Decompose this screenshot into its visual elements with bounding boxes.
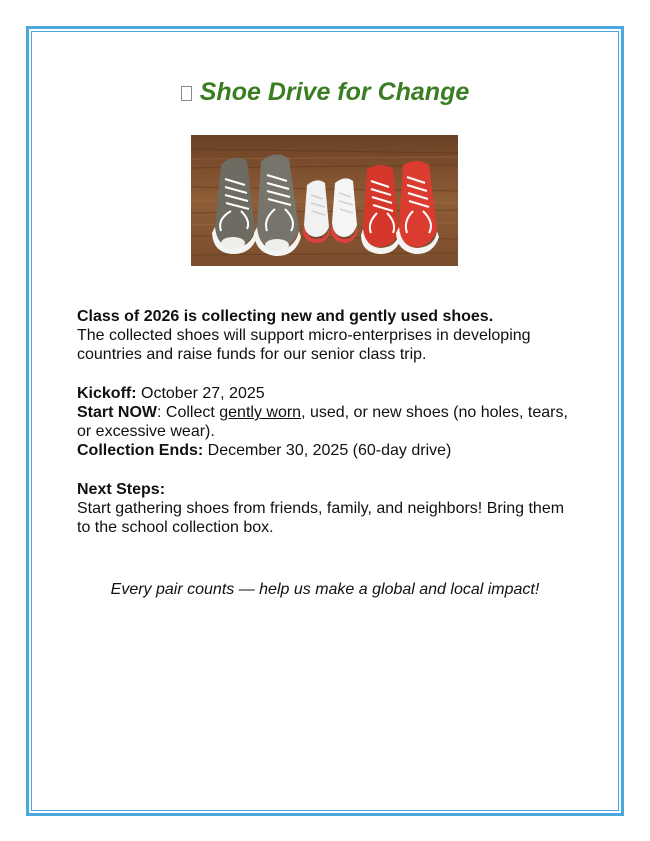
kickoff-line — [77, 384, 577, 403]
collection-ends-line — [77, 441, 577, 460]
next-steps-text: Start gathering shoes from friends, family, and neighbors! Bring them to the school collection box. — [77, 500, 565, 536]
page-title — [0, 76, 650, 108]
start-now-text-a: : Collect — [157, 404, 220, 421]
next-steps-section — [77, 480, 577, 537]
kickoff-date: October 27, 2025 — [136, 385, 265, 402]
intro-description: The collected shoes will support micro-enterprises in developing countries and raise funds for our senior class trip. — [77, 327, 531, 363]
intro-paragraph — [77, 307, 577, 364]
next-steps-label: Next Steps: — [77, 481, 166, 498]
collection-ends-label: Collection Ends: — [77, 442, 204, 459]
start-now-label: Start NOW — [77, 404, 157, 421]
sneakers-photo — [191, 135, 458, 266]
flyer-body — [77, 307, 577, 537]
kickoff-label: Kickoff: — [77, 385, 137, 402]
gently-worn-link: gently worn — [219, 404, 302, 421]
tagline: Every pair counts — help us make a global and local impact! — [110, 581, 540, 598]
intro-headline: Class of 2026 is collecting new and gently used shoes. — [77, 308, 494, 325]
shoe-icon — [181, 86, 192, 101]
start-now-line — [77, 403, 577, 441]
page-title-text: Shoe Drive for Change — [199, 78, 470, 106]
start-now-text-b: , used, or new shoes (no holes, tears, or excessive wear). — [77, 404, 568, 440]
collection-ends-date: December 30, 2025 (60-day drive) — [203, 442, 452, 459]
